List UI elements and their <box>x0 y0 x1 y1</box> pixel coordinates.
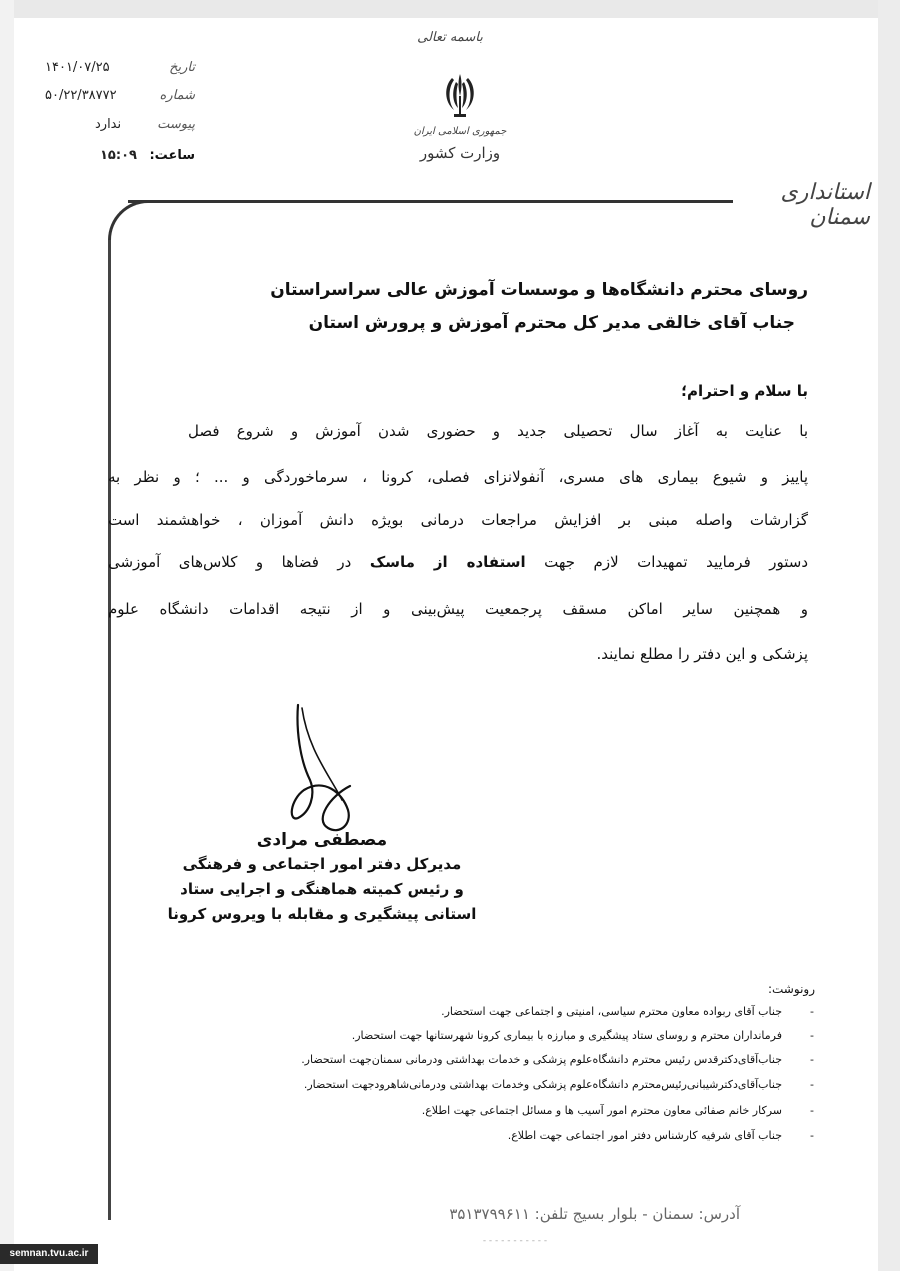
body-line-4 <box>108 553 808 571</box>
scan-edge-left <box>0 0 14 1271</box>
signatory-name: مصطفی مرادی <box>256 830 388 850</box>
addressee-2: جناب آقای خالقی مدیر کل محترم آموزش و پرورش استان <box>308 313 795 333</box>
iran-emblem-icon <box>438 70 482 122</box>
cc-dash: - <box>810 1005 814 1018</box>
body-line-6: پزشکی و این دفتر را مطلع نمایند. <box>596 645 808 663</box>
cc-item-text: جناب آقای ربواده معاون محترم سیاسی، امنیتی و اجتماعی جهت استحضار. <box>441 1005 782 1018</box>
number-label: شماره <box>159 88 195 103</box>
body-line-1: با عنایت به آغاز سال تحصیلی جدید و حضوری شدن آموزش و شروع فصل <box>188 422 808 440</box>
province-office-title: استانداری سمنان <box>780 180 870 230</box>
site-watermark: semnan.tvu.ac.ir <box>0 1244 98 1264</box>
cc-dash: - <box>810 1104 814 1117</box>
cc-item-text: جناب‌آقای‌دکترقدس رئیس محترم دانشگاه‌علوم پزشکی و خدمات بهداشتی ودرمانی سمنان‌جهت استحضار. <box>301 1053 782 1066</box>
cc-item-text: جناب‌آقای‌دکترشیبانی‌رئیس‌محترم دانشگاه‌علوم پزشکی وخدمات بهداشتی ودرمانی‌شاهرودجهت استحضار. <box>303 1078 782 1091</box>
cc-dash: - <box>810 1029 814 1042</box>
cc-item-text: جناب آقای شرفیه کارشناس دفتر امور اجتماعی جهت اطلاع. <box>507 1129 782 1142</box>
number-row <box>45 88 195 110</box>
letterhead-margin-rule <box>108 240 111 1220</box>
body-line-5: و همچنین سایر اماکن مسقف پرجمعیت پیش‌بینی و از نتیجه اقدامات دانشگاه علوم <box>108 600 808 618</box>
attachment-label: پیوست <box>157 117 195 132</box>
addressee-1: روسای محترم دانشگاه‌ها و موسسات آموزش عالی سراسراستان <box>270 280 808 300</box>
cc-item <box>142 1053 814 1066</box>
date-value: ۱۴۰۱/۰۷/۲۵ <box>45 60 110 75</box>
number-value: ۵۰/۲۲/۳۸۷۷۲ <box>45 88 117 103</box>
cc-dash: - <box>810 1129 814 1142</box>
cc-item <box>142 1078 814 1091</box>
time-row <box>45 148 195 170</box>
cc-dash: - <box>810 1053 814 1066</box>
body-line-4-after: در فضاها و کلاس‌های آموزشی <box>108 553 370 571</box>
cc-item <box>142 1104 814 1117</box>
date-row <box>45 60 195 82</box>
body-line-2: پاییز و شیوع بیماری های مسری، آنفولانزای فصلی، کرونا ، سرماخوردگی و ... ؛ و نظر به <box>108 468 808 486</box>
attachment-row <box>45 117 195 139</box>
body-line-4-before: دستور فرمایید تمهیدات لازم جهت <box>525 553 809 571</box>
cc-item <box>142 1005 814 1018</box>
handwritten-signature <box>270 700 390 840</box>
letterhead-rule <box>128 200 733 203</box>
greeting: با سلام و احترام؛ <box>681 382 808 400</box>
scan-edge-right <box>878 0 900 1271</box>
date-label: تاریخ <box>169 60 195 75</box>
republic-title: جمهوری اسلامی ایران <box>413 126 507 137</box>
cc-item <box>142 1129 814 1142</box>
cc-item-text: فرمانداران محترم و روسای ستاد پیشگیری و مبارزه با بیماری کرونا شهرستانها جهت استحضار. <box>351 1029 782 1042</box>
letterhead-corner <box>108 200 151 263</box>
signatory-title-3: استانی پیشگیری و مقابله با ویروس کرونا <box>167 905 477 923</box>
mask-emphasis: استفاده از ماسک <box>369 553 526 571</box>
footer-faint-line: - - - - - - - - - - - <box>482 1236 548 1246</box>
signatory-title-2: و رئیس کمیته هماهنگی و اجرایی ستاد <box>180 880 464 898</box>
cc-item-text: سرکار خانم صفائی معاون محترم امور آسیب ها و مسائل اجتماعی جهت اطلاع. <box>421 1104 782 1117</box>
time-value: ۱۵:۰۹ <box>100 148 137 163</box>
cc-dash: - <box>810 1078 814 1091</box>
cc-title: رونوشت: <box>767 982 815 996</box>
bismillah: باسمه تعالی <box>417 30 483 45</box>
signatory-title-1: مدیرکل دفتر امور اجتماعی و فرهنگی <box>182 855 462 873</box>
attachment-value: ندارد <box>95 117 122 132</box>
body-line-3: گزارشات واصله مبنی بر افزایش مراجعات درمانی بویژه دانش آموزان ، خواهشمند است <box>108 511 808 529</box>
ministry-title: وزارت کشور <box>419 144 501 162</box>
footer-address: آدرس: سمنان - بلوار بسیج تلفن: ۳۵۱۳۷۹۹۶۱۱ <box>449 1205 740 1223</box>
cc-item <box>142 1029 814 1042</box>
time-label: ساعت: <box>149 148 195 163</box>
scan-edge-top <box>0 0 900 18</box>
